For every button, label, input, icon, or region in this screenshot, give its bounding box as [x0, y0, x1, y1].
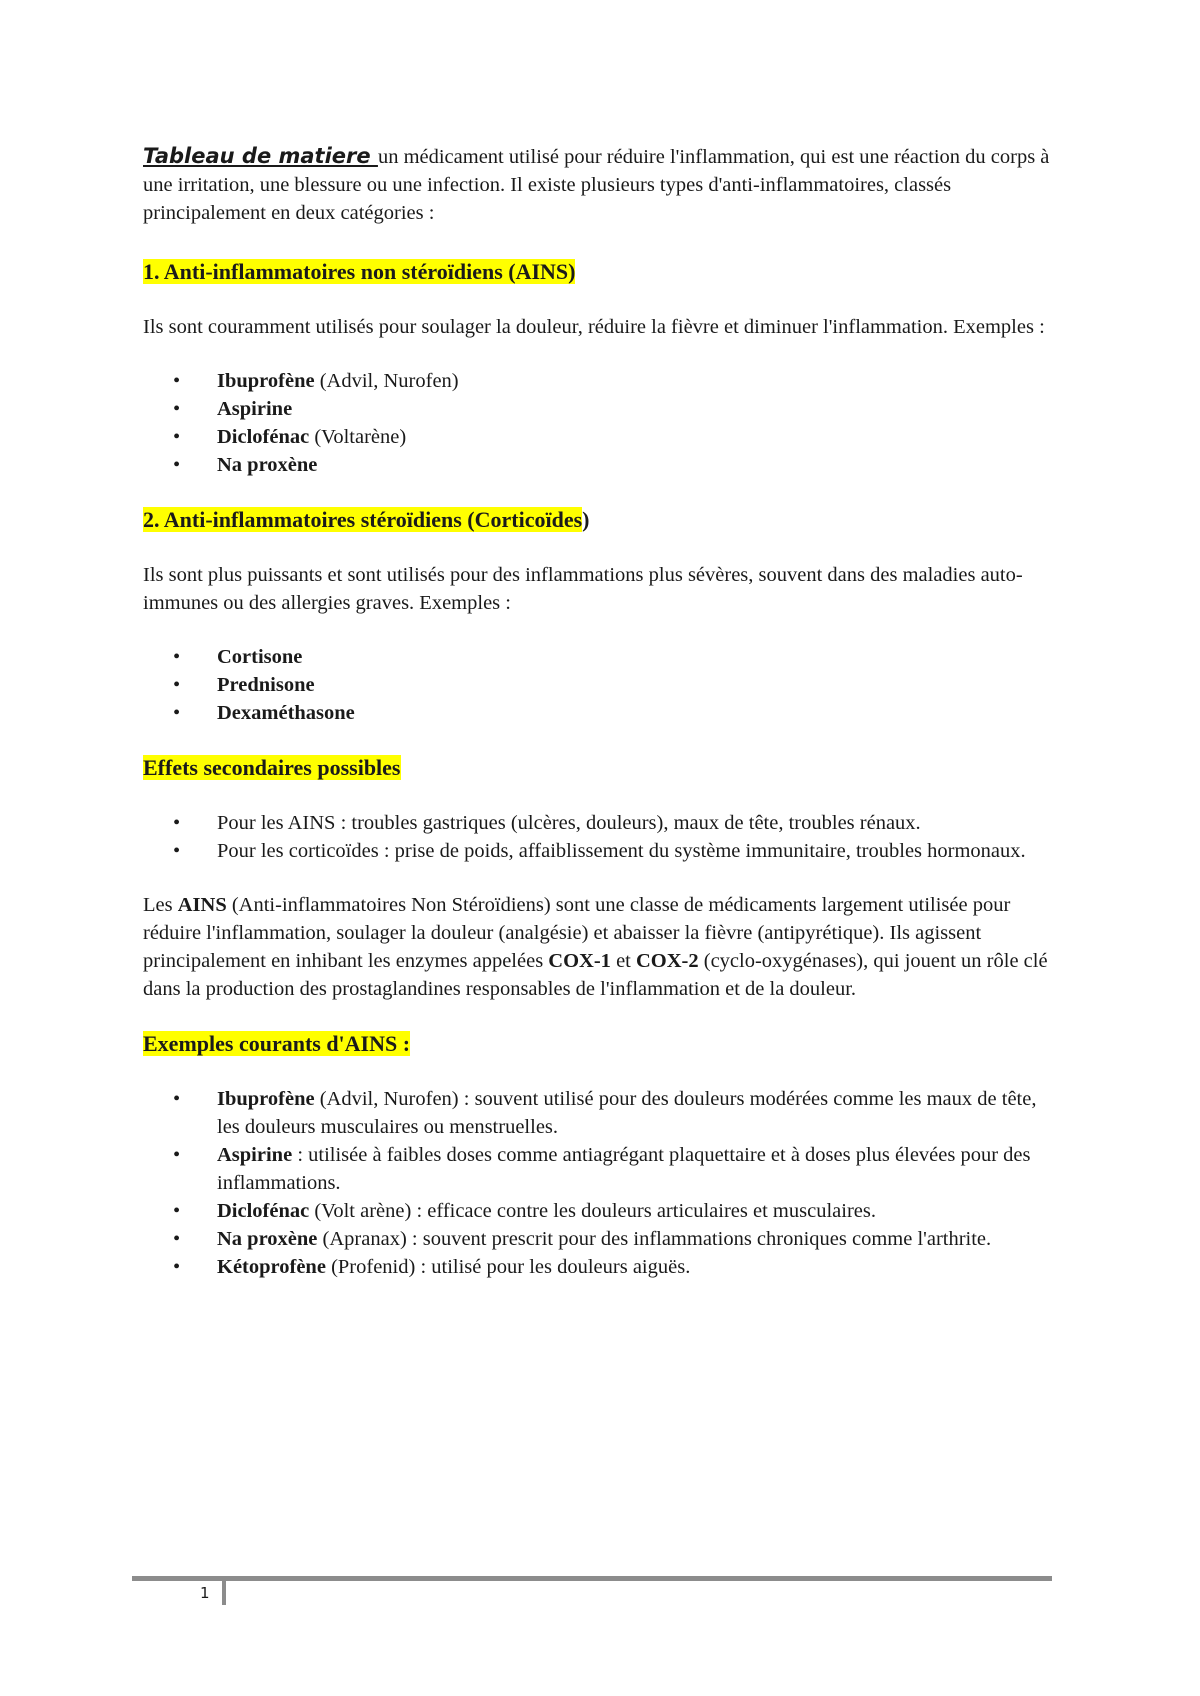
page-number: 1	[200, 1584, 210, 1602]
section-heading-ains: 1. Anti-inflammatoires non stéroïdiens (AINS)	[143, 259, 576, 284]
list-item: • Pour les corticoïdes : prise de poids, affaiblissement du système immunitaire, troubles hormonaux.	[217, 837, 1063, 865]
intro-paragraph	[143, 142, 1063, 227]
list-item: • Na proxène (Apranax) : souvent prescrit pour des inflammations chroniques comme l'arthrite.	[217, 1225, 1063, 1253]
list-item: • Aspirine : utilisée à faibles doses comme antiagrégant plaquettaire et à doses plus élevées pour des inflammations.	[217, 1141, 1063, 1197]
section-ains-text: Ils sont couramment utilisés pour soulager la douleur, réduire la fièvre et diminuer l'inflammation. Exemples :	[143, 316, 1045, 338]
list-item: • Pour les AINS : troubles gastriques (ulcères, douleurs), maux de tête, troubles rénaux.	[217, 809, 1063, 837]
list-item: • Aspirine	[217, 395, 1063, 423]
effets-list	[143, 809, 1063, 865]
intro-text: un médicament utilisé pour réduire l'inflammation, qui est une réaction du corps à une irritation, une blessure ou une infection. Il existe plusieurs types d'anti-inflammatoires, classés principalement en deux catégories :	[143, 146, 1050, 224]
list-item: • Ibuprofène (Advil, Nurofen) : souvent utilisé pour des douleurs modérées comme les maux de tête, les douleurs musculaires ou menstruelles.	[217, 1085, 1063, 1141]
list-item: • Diclofénac (Volt arène) : efficace contre les douleurs articulaires et musculaires.	[217, 1197, 1063, 1225]
corticoides-list	[143, 643, 1063, 727]
list-item: • Dexaméthasone	[217, 699, 1063, 727]
list-item: • Prednisone	[217, 671, 1063, 699]
list-item: • Diclofénac (Voltarène)	[217, 423, 1063, 451]
exemples-list	[143, 1085, 1063, 1281]
document-title: Tableau de matiere	[143, 144, 378, 168]
section-heading-exemples: Exemples courants d'AINS :	[143, 1031, 411, 1056]
section-heading-corticoides: 2. Anti-inflammatoires stéroïdiens (Corticoïdes)	[143, 507, 590, 532]
document-page	[143, 142, 1063, 1281]
list-item: • Kétoprofène (Profenid) : utilisé pour les douleurs aiguës.	[217, 1253, 1063, 1281]
list-item: • Cortisone	[217, 643, 1063, 671]
list-item: • Ibuprofène (Advil, Nurofen)	[217, 367, 1063, 395]
ains-list	[143, 367, 1063, 479]
section-heading-effets: Effets secondaires possibles	[143, 755, 401, 780]
footer-rule	[132, 1576, 1052, 1581]
footer-tick	[222, 1581, 226, 1605]
section-corticoides-text: Ils sont plus puissants et sont utilisés pour des inflammations plus sévères, souvent dans des maladies auto-immunes ou des allergies graves. Exemples :	[143, 564, 1023, 614]
list-item: • Na proxène	[217, 451, 1063, 479]
ains-paragraph: Les AINS (Anti-inflammatoires Non Stéroïdiens) sont une classe de médicaments largement utilisée pour réduire l'inflammation, soulager la douleur (analgésie) et abaisser la fièvre (antipyrétique). Ils agissent principalement en inhibant les enzymes appelées COX-1 et COX-2 (cyclo-oxygénases), qui jouent un rôle clé dans la production des prostaglandines responsables de l'inflammation et de la douleur.	[143, 894, 1048, 1000]
